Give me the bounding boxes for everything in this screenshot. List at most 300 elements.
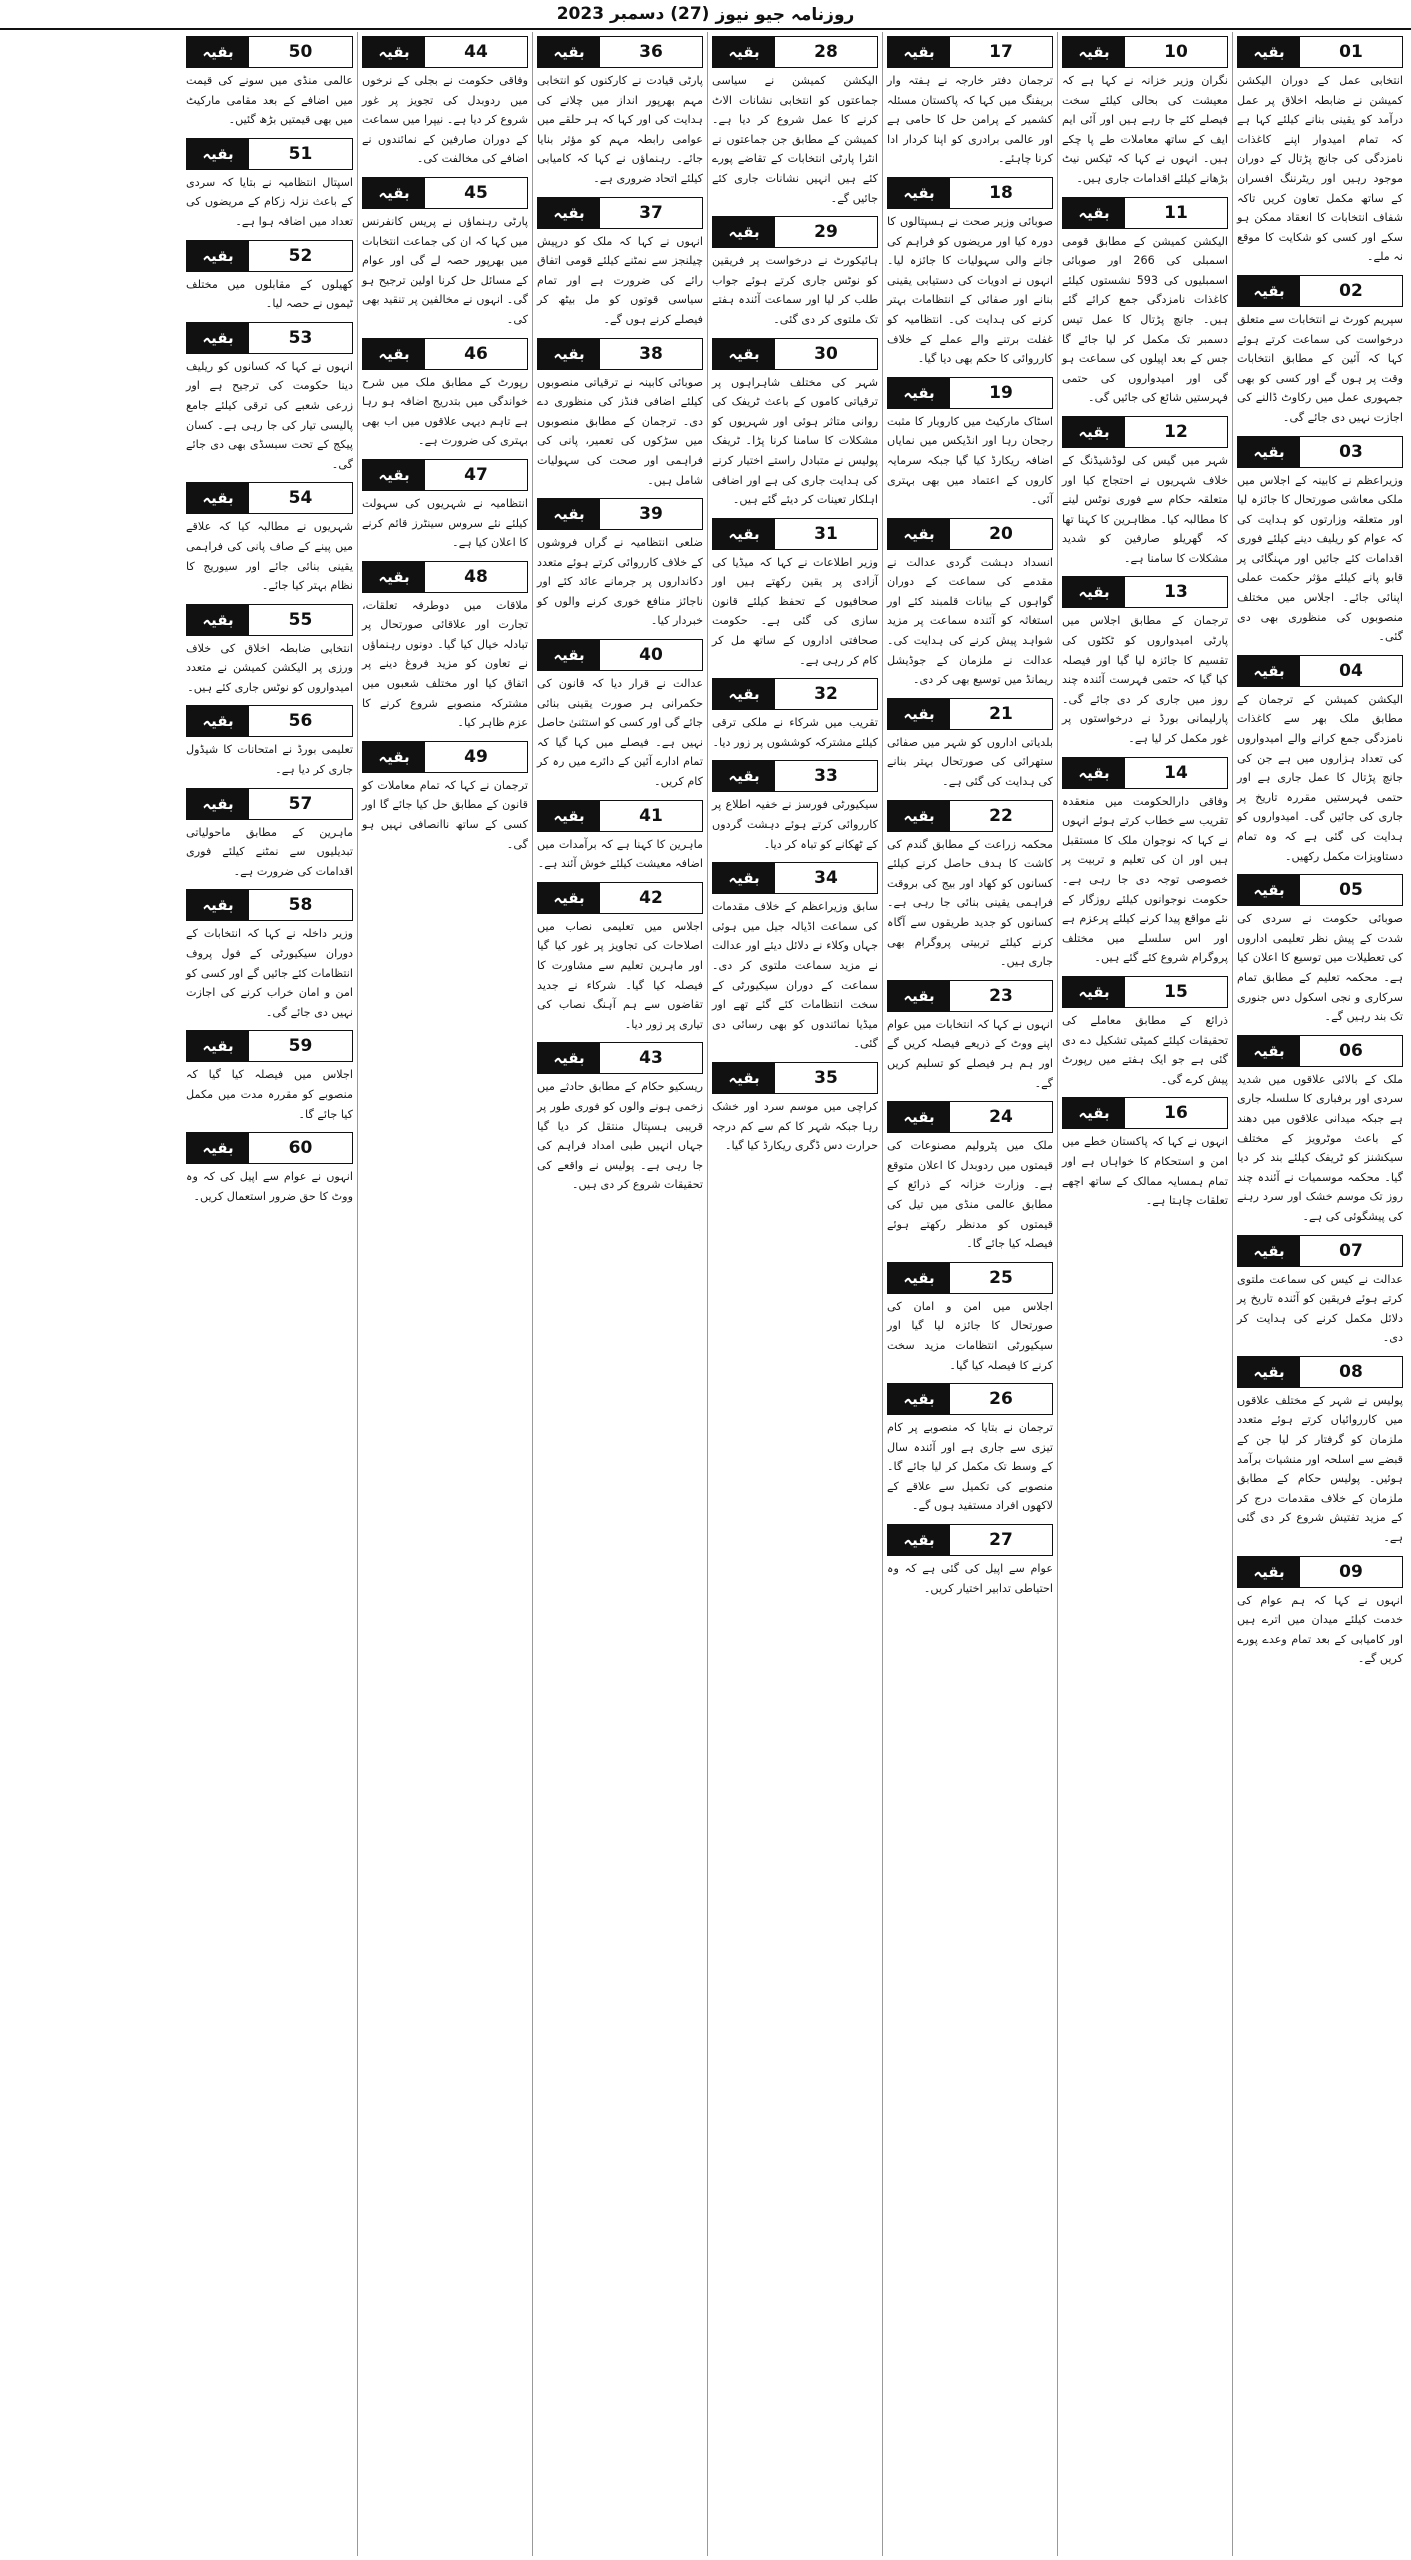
continuation-entry	[186, 600, 353, 698]
continuation-number: 38	[600, 339, 702, 369]
continuation-entry	[887, 32, 1053, 169]
continuation-header	[887, 800, 1053, 832]
issue-date: (27) دسمبر 2023	[556, 4, 710, 24]
continuation-entry	[362, 557, 528, 733]
continuation-header	[1062, 36, 1228, 68]
continuation-header	[537, 498, 703, 530]
continuation-entry	[537, 32, 703, 189]
continuation-number: 57	[249, 789, 352, 819]
continuation-header	[1237, 275, 1403, 307]
news-column	[532, 32, 707, 2556]
baqiya-label: بقیہ	[538, 37, 600, 67]
continuation-text: صوبائی حکومت نے سردی کی شدت کے پیش نظر تعلیمی اداروں کی تعطیلات میں توسیع کا اعلان کیا ہے۔ محکمہ تعلیم کے مطابق تمام سرکاری و نجی اسکول دس جنوری تک بند رہیں گے۔	[1237, 912, 1403, 1024]
continuation-number: 43	[600, 1043, 702, 1073]
continuation-entry	[186, 236, 353, 314]
continuation-entry	[537, 494, 703, 631]
continuation-header	[1237, 1235, 1403, 1267]
baqiya-label: بقیہ	[713, 339, 775, 369]
baqiya-label: بقیہ	[538, 801, 600, 831]
continuation-text: انسداد دہشت گردی عدالت نے مقدمے کی سماعت کے دوران گواہوں کے بیانات قلمبند کئے اور استغاثہ کو آئندہ سماعت پر مزید شواہد پیش کرنے کی ہدایت کی۔ عدالت نے ملزمان کے جوڈیشل ریمانڈ میں توسیع بھی کر دی۔	[887, 555, 1053, 687]
continuation-header	[1062, 416, 1228, 448]
continuation-number: 56	[249, 706, 352, 736]
continuation-number: 47	[425, 460, 527, 490]
baqiya-label: بقیہ	[187, 483, 249, 513]
continuation-number: 45	[425, 178, 527, 208]
continuation-entry	[537, 334, 703, 491]
continuation-number: 36	[600, 37, 702, 67]
baqiya-label: بقیہ	[713, 37, 775, 67]
continuation-entry	[537, 193, 703, 330]
baqiya-label: بقیہ	[538, 198, 600, 228]
continuation-entry	[712, 32, 878, 208]
continuation-header	[1237, 1356, 1403, 1388]
continuation-text: محکمہ زراعت کے مطابق گندم کی کاشت کا ہدف حاصل کرنے کیلئے کسانوں کو کھاد اور بیج کی بروقت فراہمی یقینی بنائی جا رہی ہے۔ کسانوں کو جدید طریقوں سے آگاہ کرنے کیلئے تربیتی پروگرام بھی جاری ہیں۔	[887, 837, 1053, 969]
continuation-text: ہائیکورٹ نے درخواست پر فریقین کو نوٹس جاری کرتے ہوئے جواب طلب کر لیا اور سماعت آئندہ ہفتے تک ملتوی کر دی گئی۔	[712, 254, 878, 326]
continuation-header	[186, 138, 353, 170]
continuation-entry	[362, 455, 528, 553]
continuation-entry	[887, 514, 1053, 690]
continuation-entry	[1062, 32, 1228, 189]
continuation-entry	[1237, 1552, 1403, 1669]
continuation-header	[1237, 1035, 1403, 1067]
baqiya-label: بقیہ	[187, 323, 249, 353]
baqiya-label: بقیہ	[1238, 1357, 1300, 1387]
continuation-text: انہوں نے کہا کہ ہم عوام کی خدمت کیلئے میدان میں اترے ہیں اور کامیابی کے بعد تمام وعدے پورے کریں گے۔	[1237, 1593, 1403, 1666]
continuation-text: انہوں نے کہا کہ پاکستان خطے میں امن و استحکام کا خواہاں ہے اور تمام ہمسایہ ممالک کے ساتھ اچھے تعلقات چاہتا ہے۔	[1062, 1135, 1228, 1208]
continuation-entry	[1062, 193, 1228, 408]
continuation-header	[712, 36, 878, 68]
continuation-entry	[537, 878, 703, 1035]
continuation-entry	[1237, 1031, 1403, 1227]
baqiya-label: بقیہ	[888, 1263, 950, 1293]
baqiya-label: بقیہ	[713, 863, 775, 893]
continuation-entry	[887, 1258, 1053, 1375]
continuation-entry	[1237, 271, 1403, 428]
continuation-number: 07	[1300, 1236, 1402, 1266]
continuation-text: اجلاس میں تعلیمی نصاب میں اصلاحات کی تجاویز پر غور کیا گیا اور ماہرین تعلیم سے مشاورت کا فیصلہ کیا گیا۔ شرکاء نے جدید تقاضوں سے ہم آہنگ نصاب کی تیاری پر زور دیا۔	[537, 919, 703, 1031]
news-column	[707, 32, 882, 2556]
continuation-text: الیکشن کمیشن نے سیاسی جماعتوں کو انتخابی نشانات الاٹ کرنے کا عمل شروع کر دیا ہے۔ کمیشن کے مطابق جن جماعتوں نے انٹرا پارٹی انتخابات کے تقاضے پورے کئے ہیں انہیں نشانات جاری کئے جائیں گے۔	[712, 74, 878, 205]
continuation-text: رپورٹ کے مطابق ملک میں شرح خواندگی میں بتدریج اضافہ ہو رہا ہے تاہم دیہی علاقوں میں اب بھی بہتری کی ضرورت ہے۔	[362, 375, 528, 448]
continuation-number: 13	[1125, 577, 1227, 607]
continuation-header	[887, 1383, 1053, 1415]
continuation-text: ریسکیو حکام کے مطابق حادثے میں زخمی ہونے والوں کو فوری طور پر قریبی ہسپتال منتقل کر دیا گیا جہاں انہیں طبی امداد فراہم کی جا رہی ہے۔ پولیس نے واقعے کی تحقیقات شروع کر دی ہیں۔	[537, 1080, 703, 1192]
continuation-number: 39	[600, 499, 702, 529]
baqiya-label: بقیہ	[538, 499, 600, 529]
continuation-number: 05	[1300, 875, 1402, 905]
continuation-text: ترجمان کے مطابق اجلاس میں پارٹی امیدواروں کو ٹکٹوں کی تقسیم کا جائزہ لیا گیا اور فیصلہ کیا گیا کہ حتمی فہرست آئندہ چند روز میں جاری کر دی جائے گی۔ پارلیمانی بورڈ نے درخواستوں پر غور مکمل کر لیا ہے۔	[1062, 614, 1228, 746]
continuation-number: 18	[950, 178, 1052, 208]
continuation-entry	[186, 318, 353, 475]
continuation-header	[186, 240, 353, 272]
continuation-header	[362, 561, 528, 593]
baqiya-label: بقیہ	[363, 37, 425, 67]
continuation-header	[887, 36, 1053, 68]
continuation-header	[1062, 197, 1228, 229]
continuation-text: اسٹاک مارکیٹ میں کاروبار کا مثبت رجحان رہا اور انڈیکس میں نمایاں اضافہ ریکارڈ کیا گیا جبکہ سرمایہ کاروں کے اعتماد میں بھی بہتری آئی۔	[887, 414, 1053, 507]
continuation-number: 55	[249, 605, 352, 635]
continuation-entry	[887, 1097, 1053, 1254]
continuation-header	[1237, 1556, 1403, 1588]
continuation-number: 30	[775, 339, 877, 369]
continuation-header	[1062, 757, 1228, 789]
continuation-text: کراچی میں موسم سرد اور خشک رہا جبکہ شہر کا کم سے کم درجہ حرارت دس ڈگری ریکارڈ کیا گیا۔	[712, 1099, 878, 1153]
continuation-number: 22	[950, 801, 1052, 831]
continuation-number: 33	[775, 761, 877, 791]
continuation-number: 06	[1300, 1036, 1402, 1066]
baqiya-label: بقیہ	[187, 706, 249, 736]
baqiya-label: بقیہ	[363, 460, 425, 490]
continuation-entry	[887, 1520, 1053, 1598]
baqiya-label: بقیہ	[713, 761, 775, 791]
continuation-header	[1237, 436, 1403, 468]
baqiya-label: بقیہ	[538, 883, 600, 913]
continuation-number: 59	[249, 1031, 352, 1061]
continuation-text: تعلیمی بورڈ نے امتحانات کا شیڈول جاری کر دیا ہے۔	[186, 743, 353, 777]
continuation-text: بلدیاتی اداروں کو شہر میں صفائی ستھرائی کی صورتحال بہتر بنانے کی ہدایت کی گئی ہے۔	[887, 735, 1053, 789]
continuation-number: 60	[249, 1133, 352, 1163]
continuation-header	[712, 678, 878, 710]
continuation-number: 15	[1125, 977, 1227, 1007]
continuation-header	[887, 980, 1053, 1012]
continuation-text: ماہرین کے مطابق ماحولیاتی تبدیلیوں سے نمٹنے کیلئے فوری اقدامات کی ضرورت ہے۔	[186, 825, 353, 878]
continuation-text: انہوں نے کہا کہ ملک کو درپیش چیلنجز سے نمٹنے کیلئے قومی اتفاق رائے کی ضرورت ہے اور تمام سیاسی قوتوں کو مل بیٹھ کر فیصلے کرنے ہوں گے۔	[537, 234, 703, 326]
continuation-number: 40	[600, 640, 702, 670]
continuation-text: انہوں نے عوام سے اپیل کی کہ وہ ووٹ کا حق ضرور استعمال کریں۔	[186, 1170, 353, 1203]
baqiya-label: بقیہ	[363, 562, 425, 592]
continuation-header	[1062, 576, 1228, 608]
baqiya-label: بقیہ	[1238, 875, 1300, 905]
continuation-number: 10	[1125, 37, 1227, 67]
continuation-text: انتظامیہ نے شہریوں کی سہولت کیلئے نئے سروس سینٹرز قائم کرنے کا اعلان کیا ہے۔	[362, 496, 528, 550]
baqiya-label: بقیہ	[363, 339, 425, 369]
continuation-entry	[712, 514, 878, 671]
continuation-entry	[186, 478, 353, 595]
continuation-header	[1237, 36, 1403, 68]
baqiya-label: بقیہ	[187, 890, 249, 920]
continuation-text: انتخابی ضابطہ اخلاق کی خلاف ورزی پر الیکشن کمیشن نے متعدد امیدواروں کو نوٹس جاری کئے ہیں۔	[186, 641, 353, 694]
continuation-header	[712, 862, 878, 894]
continuation-header	[887, 1101, 1053, 1133]
continuation-header	[186, 1132, 353, 1164]
continuation-number: 34	[775, 863, 877, 893]
baqiya-label: بقیہ	[888, 981, 950, 1011]
continuation-text: ترجمان نے کہا کہ تمام معاملات کو قانون کے مطابق حل کیا جائے گا اور کسی کے ساتھ ناانصافی نہیں ہو گی۔	[362, 778, 528, 851]
continuation-header	[712, 760, 878, 792]
baqiya-label: بقیہ	[187, 605, 249, 635]
continuation-number: 23	[950, 981, 1052, 1011]
news-column	[357, 32, 532, 2556]
continuation-entry	[362, 32, 528, 169]
continuation-header	[362, 459, 528, 491]
continuation-text: اسپتال انتظامیہ نے بتایا کہ سردی کے باعث نزلہ زکام کے مریضوں کی تعداد میں اضافہ ہوا ہے۔	[186, 175, 353, 228]
continuation-number: 28	[775, 37, 877, 67]
continuation-text: پارٹی قیادت نے کارکنوں کو انتخابی مہم بھرپور انداز میں چلانے کی ہدایت کی اور کہا کہ ہر حلقے میں عوامی رابطہ مہم کو مؤثر بنایا جائے۔ رہنماؤں نے کہا کہ کامیابی کیلئے اتحاد ضروری ہے۔	[537, 74, 703, 185]
continuation-entry	[1237, 651, 1403, 866]
news-column	[1232, 32, 1407, 2556]
continuation-header	[186, 322, 353, 354]
continuation-entry	[1237, 32, 1403, 267]
baqiya-label: بقیہ	[888, 1102, 950, 1132]
continuation-entry	[1062, 972, 1228, 1089]
baqiya-label: بقیہ	[888, 37, 950, 67]
continuation-entry	[887, 173, 1053, 369]
baqiya-label: بقیہ	[363, 178, 425, 208]
continuation-entry	[1062, 753, 1228, 968]
continuation-text: الیکشن کمیشن کے مطابق قومی اسمبلی کی 266 اور صوبائی اسمبلیوں کی 593 نشستوں کیلئے کاغذات نامزدگی جمع کرائے گئے ہیں۔ جانچ پڑتال کا عمل تیس دسمبر تک مکمل کر لیا جائے گا جس کے بعد اپیلوں کی سماعت ہو گی اور امیدواروں کی حتمی فہرستیں شائع کی جائیں گی۔	[1062, 234, 1228, 405]
paper-name: روزنامہ جیو نیوز	[715, 4, 855, 25]
continuation-text: ملاقات میں دوطرفہ تعلقات، تجارت اور علاقائی صورتحال پر تبادلہ خیال کیا گیا۔ دونوں رہنماؤں نے تعاون کو مزید فروغ دینے پر اتفاق کیا اور مختلف شعبوں میں مشترکہ منصوبے شروع کرنے کا عزم ظاہر کیا۔	[362, 598, 528, 730]
continuation-number: 08	[1300, 1357, 1402, 1387]
baqiya-label: بقیہ	[713, 519, 775, 549]
continuation-text: ضلعی انتظامیہ نے گراں فروشوں کے خلاف کارروائی کرتے ہوئے متعدد دکانداروں پر جرمانے عائد کئے اور ناجائز منافع خوری کرنے والوں کو خبردار کیا۔	[537, 536, 703, 628]
baqiya-label: بقیہ	[888, 801, 950, 831]
continuation-text: شہریوں نے مطالبہ کیا کہ علاقے میں پینے کے صاف پانی کی فراہمی یقینی بنائی جائے اور سیوریج کا نظام بہتر کیا جائے۔	[186, 520, 353, 593]
continuation-number: 58	[249, 890, 352, 920]
continuation-text: ملک کے بالائی علاقوں میں شدید سردی اور برفباری کا سلسلہ جاری ہے جبکہ میدانی علاقوں میں دھند کے باعث موٹرویز کے مختلف سیکشنز کو ٹریفک کیلئے بند کر دیا گیا۔ محکمہ موسمیات نے آئندہ چند روز تک موسم خشک اور سرد رہنے کی پیشگوئی کی ہے۔	[1237, 1072, 1403, 1223]
continuation-text: عدالت نے قرار دیا کہ قانون کی حکمرانی ہر صورت یقینی بنائی جائے گی اور کسی کو استثنیٰ حاصل نہیں ہے۔ فیصلے میں کہا گیا کہ تمام ادارے آئین کے دائرے میں رہ کر کام کریں۔	[537, 677, 703, 789]
baqiya-label: بقیہ	[888, 519, 950, 549]
continuation-header	[712, 216, 878, 248]
continuation-text: صوبائی وزیر صحت نے ہسپتالوں کا دورہ کیا اور مریضوں کو فراہم کی جانے والی سہولیات کا جائزہ لیا۔ انہوں نے ادویات کی دستیابی یقینی بنانے اور صفائی کے انتظامات بہتر کرنے کی ہدایت کی۔ انتظامیہ کو غفلت برتنے والے عملے کے خلاف کارروائی کا حکم بھی دیا گیا۔	[887, 214, 1053, 366]
continuation-number: 16	[1125, 1098, 1227, 1128]
baqiya-label: بقیہ	[713, 679, 775, 709]
continuation-text: کھیلوں کے مقابلوں میں مختلف ٹیموں نے حصہ لیا۔	[186, 277, 353, 311]
continuation-header	[537, 639, 703, 671]
continuation-entry	[1237, 870, 1403, 1027]
continuation-text: پولیس نے شہر کے مختلف علاقوں میں کارروائیاں کرتے ہوئے متعدد ملزمان کو گرفتار کر لیا جن کے قبضے سے اسلحہ اور منشیات برآمد ہوئیں۔ پولیس حکام کے مطابق ملزمان کے خلاف مقدمات درج کر کے مزید تفتیش شروع کر دی گئی ہے۔	[1237, 1393, 1403, 1545]
continuation-text: سابق وزیراعظم کے خلاف مقدمات کی سماعت اڈیالہ جیل میں ہوئی جہاں وکلاء نے دلائل دیئے اور عدالت نے مزید سماعت ملتوی کر دی۔ سماعت کے دوران سیکیورٹی کے سخت انتظامات کئے گئے تھے اور میڈیا نمائندوں کو بھی رسائی دی گئی۔	[712, 900, 878, 1051]
continuation-number: 26	[950, 1384, 1052, 1414]
continuation-header	[1062, 1097, 1228, 1129]
continuation-number: 03	[1300, 437, 1402, 467]
continuation-entry	[887, 796, 1053, 972]
continuation-header	[887, 518, 1053, 550]
continuation-entry	[887, 694, 1053, 792]
baqiya-label: بقیہ	[1063, 417, 1125, 447]
continuation-entry	[1237, 432, 1403, 647]
baqiya-label: بقیہ	[1063, 37, 1125, 67]
continuation-entry	[362, 173, 528, 330]
continuation-entry	[1237, 1352, 1403, 1548]
baqiya-label: بقیہ	[1238, 1557, 1300, 1587]
continuation-text: انتخابی عمل کے دوران الیکشن کمیشن نے ضابطہ اخلاق پر عمل درآمد کو یقینی بنانے کیلئے کہا ہے کہ تمام امیدوار اپنے کاغذات نامزدگی کی جانچ پڑتال کے دوران موجود رہیں اور ریٹرننگ افسران کے ساتھ مکمل تعاون کریں تاکہ شفاف انتخابات کا انعقاد ممکن ہو سکے اور کسی کو شکایت کا موقع نہ ملے۔	[1237, 74, 1403, 264]
baqiya-label: بقیہ	[538, 640, 600, 670]
baqiya-label: بقیہ	[1063, 758, 1125, 788]
continuation-text: ماہرین کا کہنا ہے کہ برآمدات میں اضافہ معیشت کیلئے خوش آئند ہے۔	[537, 837, 703, 871]
continuation-text: عدالت نے کیس کی سماعت ملتوی کرتے ہوئے فریقین کو آئندہ تاریخ پر دلائل مکمل کرنے کی ہدایت کر دی۔	[1237, 1272, 1403, 1345]
continuation-number: 14	[1125, 758, 1227, 788]
continuation-text: وزیر داخلہ نے کہا کہ انتخابات کے دوران سیکیورٹی کے فول پروف انتظامات کئے جائیں گے اور کسی کو امن و امان خراب کرنے کی اجازت نہیں دی جائے گی۔	[186, 927, 353, 1019]
continuation-header	[1062, 976, 1228, 1008]
continuation-number: 53	[249, 323, 352, 353]
baqiya-label: بقیہ	[187, 37, 249, 67]
continuation-number: 20	[950, 519, 1052, 549]
news-column	[1057, 32, 1232, 2556]
continuation-number: 02	[1300, 276, 1402, 306]
continuation-number: 35	[775, 1063, 877, 1093]
baqiya-label: بقیہ	[1238, 656, 1300, 686]
continuation-header	[362, 36, 528, 68]
continuation-header	[186, 788, 353, 820]
continuation-text: وزیر اطلاعات نے کہا کہ میڈیا کی آزادی پر یقین رکھتے ہیں اور صحافیوں کے تحفظ کیلئے قانون سازی کی گئی ہے۔ حکومت صحافتی اداروں کے ساتھ مل کر کام کر رہی ہے۔	[712, 555, 878, 667]
continuation-header	[887, 1262, 1053, 1294]
baqiya-label: بقیہ	[713, 1063, 775, 1093]
continuation-entry	[712, 212, 878, 329]
continuation-text: نگران وزیر خزانہ نے کہا ہے کہ معیشت کی بحالی کیلئے سخت فیصلے کئے جا رہے ہیں اور آئی ایم ایف کے ساتھ معاملات طے پا چکے ہیں۔ انہوں نے کہا کہ ٹیکس نیٹ بڑھانے کیلئے اقدامات جاری ہیں۔	[1062, 74, 1228, 185]
continuation-entry	[712, 674, 878, 752]
continuation-entry	[1062, 412, 1228, 569]
continuation-text: ترجمان نے بتایا کہ منصوبے پر کام تیزی سے جاری ہے اور آئندہ سال کے وسط تک مکمل کر لیا جائے گا۔ منصوبے کی تکمیل سے علاقے کے لاکھوں افراد مستفید ہوں گے۔	[887, 1421, 1053, 1513]
continuation-number: 52	[249, 241, 352, 271]
baqiya-label: بقیہ	[1238, 1036, 1300, 1066]
continuation-header	[362, 177, 528, 209]
news-column	[182, 32, 357, 2556]
baqiya-label: بقیہ	[1238, 1236, 1300, 1266]
continuation-number: 48	[425, 562, 527, 592]
continuation-text: عوام سے اپیل کی گئی ہے کہ وہ احتیاطی تدابیر اختیار کریں۔	[887, 1562, 1053, 1595]
continuation-number: 19	[950, 378, 1052, 408]
continuation-number: 11	[1125, 198, 1227, 228]
baqiya-label: بقیہ	[713, 217, 775, 247]
continuation-entry	[537, 1038, 703, 1195]
continuation-header	[362, 741, 528, 773]
baqiya-label: بقیہ	[187, 1031, 249, 1061]
baqiya-label: بقیہ	[1063, 198, 1125, 228]
continuation-text: اجلاس میں امن و امان کی صورتحال کا جائزہ لیا گیا اور سیکیورٹی انتظامات مزید سخت کرنے کا فیصلہ کیا گیا۔	[887, 1299, 1053, 1372]
continuation-entry	[537, 635, 703, 792]
baqiya-label: بقیہ	[1063, 1098, 1125, 1128]
continuation-number: 04	[1300, 656, 1402, 686]
continuation-header	[186, 889, 353, 921]
continuation-header	[362, 338, 528, 370]
continuation-header	[712, 518, 878, 550]
continuation-header	[887, 377, 1053, 409]
baqiya-label: بقیہ	[187, 241, 249, 271]
continuation-entry	[712, 858, 878, 1054]
continuation-header	[537, 1042, 703, 1074]
continuation-text: وزیراعظم نے کابینہ کے اجلاس میں ملکی معاشی صورتحال کا جائزہ لیا اور متعلقہ وزارتوں کو ہدایت کی کہ عوام کو ریلیف دینے کیلئے فوری اقدامات کئے جائیں اور مہنگائی پر قابو پانے کیلئے مؤثر حکمت عملی اپنائی جائے۔ اجلاس میں مختلف منصوبوں کی منظوری بھی دی گئی۔	[1237, 473, 1403, 644]
continuation-text: سیکیورٹی فورسز نے خفیہ اطلاع پر کارروائی کرتے ہوئے دہشت گردوں کے ٹھکانے کو تباہ کر دیا۔	[712, 798, 878, 851]
continuation-entry	[712, 756, 878, 854]
continuation-number: 31	[775, 519, 877, 549]
continuation-header	[186, 1030, 353, 1062]
baqiya-label: بقیہ	[187, 1133, 249, 1163]
continuation-number: 27	[950, 1525, 1052, 1555]
continuation-number: 37	[600, 198, 702, 228]
baqiya-label: بقیہ	[1063, 977, 1125, 1007]
continuation-header	[712, 338, 878, 370]
continuation-number: 32	[775, 679, 877, 709]
continuation-number: 46	[425, 339, 527, 369]
continuation-header	[712, 1062, 878, 1094]
news-column	[882, 32, 1057, 2556]
continuation-text: شہر کی مختلف شاہراہوں پر ترقیاتی کاموں کے باعث ٹریفک کی روانی متاثر ہوئی اور شہریوں کو مشکلات کا سامنا کرنا پڑا۔ ٹریفک پولیس نے متبادل راستے اختیار کرنے کی ہدایت جاری کی ہے اور اضافی اہلکار تعینات کر دیئے گئے ہیں۔	[712, 375, 878, 507]
continuation-number: 12	[1125, 417, 1227, 447]
continuation-entry	[186, 701, 353, 779]
continuation-entry	[186, 1128, 353, 1206]
continuation-number: 17	[950, 37, 1052, 67]
continuation-entry	[537, 796, 703, 874]
continuation-entry	[362, 737, 528, 854]
baqiya-label: بقیہ	[888, 699, 950, 729]
continuation-text: انہوں نے کہا کہ انتخابات میں عوام اپنے ووٹ کے ذریعے فیصلہ کریں گے اور ہم ہر فیصلے کو تسلیم کریں گے۔	[887, 1017, 1053, 1090]
continuation-text: شہر میں گیس کی لوڈشیڈنگ کے خلاف شہریوں نے احتجاج کیا اور متعلقہ حکام سے فوری نوٹس لینے کا مطالبہ کیا۔ مظاہرین کا کہنا تھا کہ گھریلو صارفین کو شدید مشکلات کا سامنا ہے۔	[1062, 453, 1228, 565]
continuation-text: وفاقی حکومت نے بجلی کے نرخوں میں ردوبدل کی تجویز پر غور شروع کر دیا ہے۔ نیپرا میں سماعت کے دوران صارفین کے نمائندوں نے اضافے کی مخالفت کی۔	[362, 74, 528, 166]
continuation-text: الیکشن کمیشن کے ترجمان کے مطابق ملک بھر سے کاغذات نامزدگی جمع کرانے والے امیدواروں کی تعداد ہزاروں میں ہے جن کی جانچ پڑتال کا عمل جاری ہے اور حتمی فہرستیں مقررہ تاریخ پر جاری کی جائیں گی۔ امیدواروں کو ہدایت کی گئی ہے کہ وہ تمام دستاویزات مکمل رکھیں۔	[1237, 692, 1403, 863]
continuation-header	[186, 705, 353, 737]
continuation-entry	[186, 32, 353, 130]
continuation-number: 49	[425, 742, 527, 772]
continuation-header	[537, 36, 703, 68]
continuation-number: 29	[775, 217, 877, 247]
continuation-entry	[1062, 1093, 1228, 1210]
continuation-text: صوبائی کابینہ نے ترقیاتی منصوبوں کیلئے اضافی فنڈز کی منظوری دے دی۔ ترجمان کے مطابق منصوبوں میں سڑکوں کی تعمیر، پانی کی فراہمی اور صحت کی سہولیات شامل ہیں۔	[537, 375, 703, 487]
baqiya-label: بقیہ	[888, 1384, 950, 1414]
continuation-text: سپریم کورٹ نے انتخابات سے متعلق درخواست کی سماعت کرتے ہوئے کہا کہ آئین کے مطابق انتخابات وقت پر ہوں گے اور کسی کو بھی جمہوری عمل میں رکاوٹ ڈالنے کی اجازت نہیں دی جائے گی۔	[1237, 312, 1403, 424]
continuation-header	[1237, 655, 1403, 687]
continuation-text: عالمی منڈی میں سونے کی قیمت میں اضافے کے بعد مقامی مارکیٹ میں بھی قیمتیں بڑھ گئیں۔	[186, 74, 353, 127]
continuation-number: 41	[600, 801, 702, 831]
continuation-header	[887, 177, 1053, 209]
baqiya-label: بقیہ	[1063, 577, 1125, 607]
continuation-number: 25	[950, 1263, 1052, 1293]
continuation-number: 42	[600, 883, 702, 913]
continuation-entry	[186, 134, 353, 232]
continuation-entry	[712, 334, 878, 510]
continuation-number: 09	[1300, 1557, 1402, 1587]
continuation-number: 24	[950, 1102, 1052, 1132]
continuation-number: 54	[249, 483, 352, 513]
continuation-entry	[362, 334, 528, 451]
continuation-header	[887, 1524, 1053, 1556]
baqiya-label: بقیہ	[538, 339, 600, 369]
continuation-header	[537, 197, 703, 229]
continuation-number: 21	[950, 699, 1052, 729]
continuation-entry	[712, 1058, 878, 1156]
continuation-text: تقریب میں شرکاء نے ملکی ترقی کیلئے مشترکہ کوششوں پر زور دیا۔	[712, 716, 878, 749]
baqiya-label: بقیہ	[888, 178, 950, 208]
continuation-header	[537, 338, 703, 370]
baqiya-label: بقیہ	[1238, 37, 1300, 67]
continuation-header	[537, 882, 703, 914]
baqiya-label: بقیہ	[1238, 437, 1300, 467]
continuation-entry	[1062, 572, 1228, 748]
continuation-number: 50	[249, 37, 352, 67]
continuation-entry	[887, 1379, 1053, 1516]
continuation-number: 51	[249, 139, 352, 169]
continuation-entry	[887, 976, 1053, 1093]
continuation-text: پارٹی رہنماؤں نے پریس کانفرنس میں کہا کہ ان کی جماعت انتخابات میں بھرپور حصہ لے گی اور عوام کے مسائل حل کرنا اولین ترجیح ہو گی۔ انہوں نے مخالفین پر تنقید بھی کی۔	[362, 214, 528, 326]
masthead	[0, 0, 1411, 30]
continuation-text: ذرائع کے مطابق معاملے کی تحقیقات کیلئے کمیٹی تشکیل دے دی گئی ہے جو ایک ہفتے میں رپورٹ پیش کرے گی۔	[1062, 1013, 1228, 1086]
continuation-entry	[887, 373, 1053, 510]
continuation-number: 01	[1300, 37, 1402, 67]
continuation-entry	[1237, 1231, 1403, 1348]
continuation-number: 44	[425, 37, 527, 67]
baqiya-label: بقیہ	[538, 1043, 600, 1073]
continuation-text: اجلاس میں فیصلہ کیا گیا کہ منصوبے کو مقررہ مدت میں مکمل کیا جائے گا۔	[186, 1068, 353, 1121]
continuation-header	[186, 36, 353, 68]
continuation-page	[4, 32, 1407, 2556]
continuation-header	[1237, 874, 1403, 906]
baqiya-label: بقیہ	[1238, 276, 1300, 306]
continuation-entry	[186, 885, 353, 1022]
baqiya-label: بقیہ	[888, 1525, 950, 1555]
continuation-text: ملک میں پٹرولیم مصنوعات کی قیمتوں میں ردوبدل کا اعلان متوقع ہے۔ وزارت خزانہ کے ذرائع کے مطابق عالمی منڈی میں تیل کی قیمتوں کو مدنظر رکھتے ہوئے فیصلہ کیا جائے گا۔	[887, 1139, 1053, 1251]
continuation-entry	[186, 784, 353, 882]
continuation-header	[887, 698, 1053, 730]
